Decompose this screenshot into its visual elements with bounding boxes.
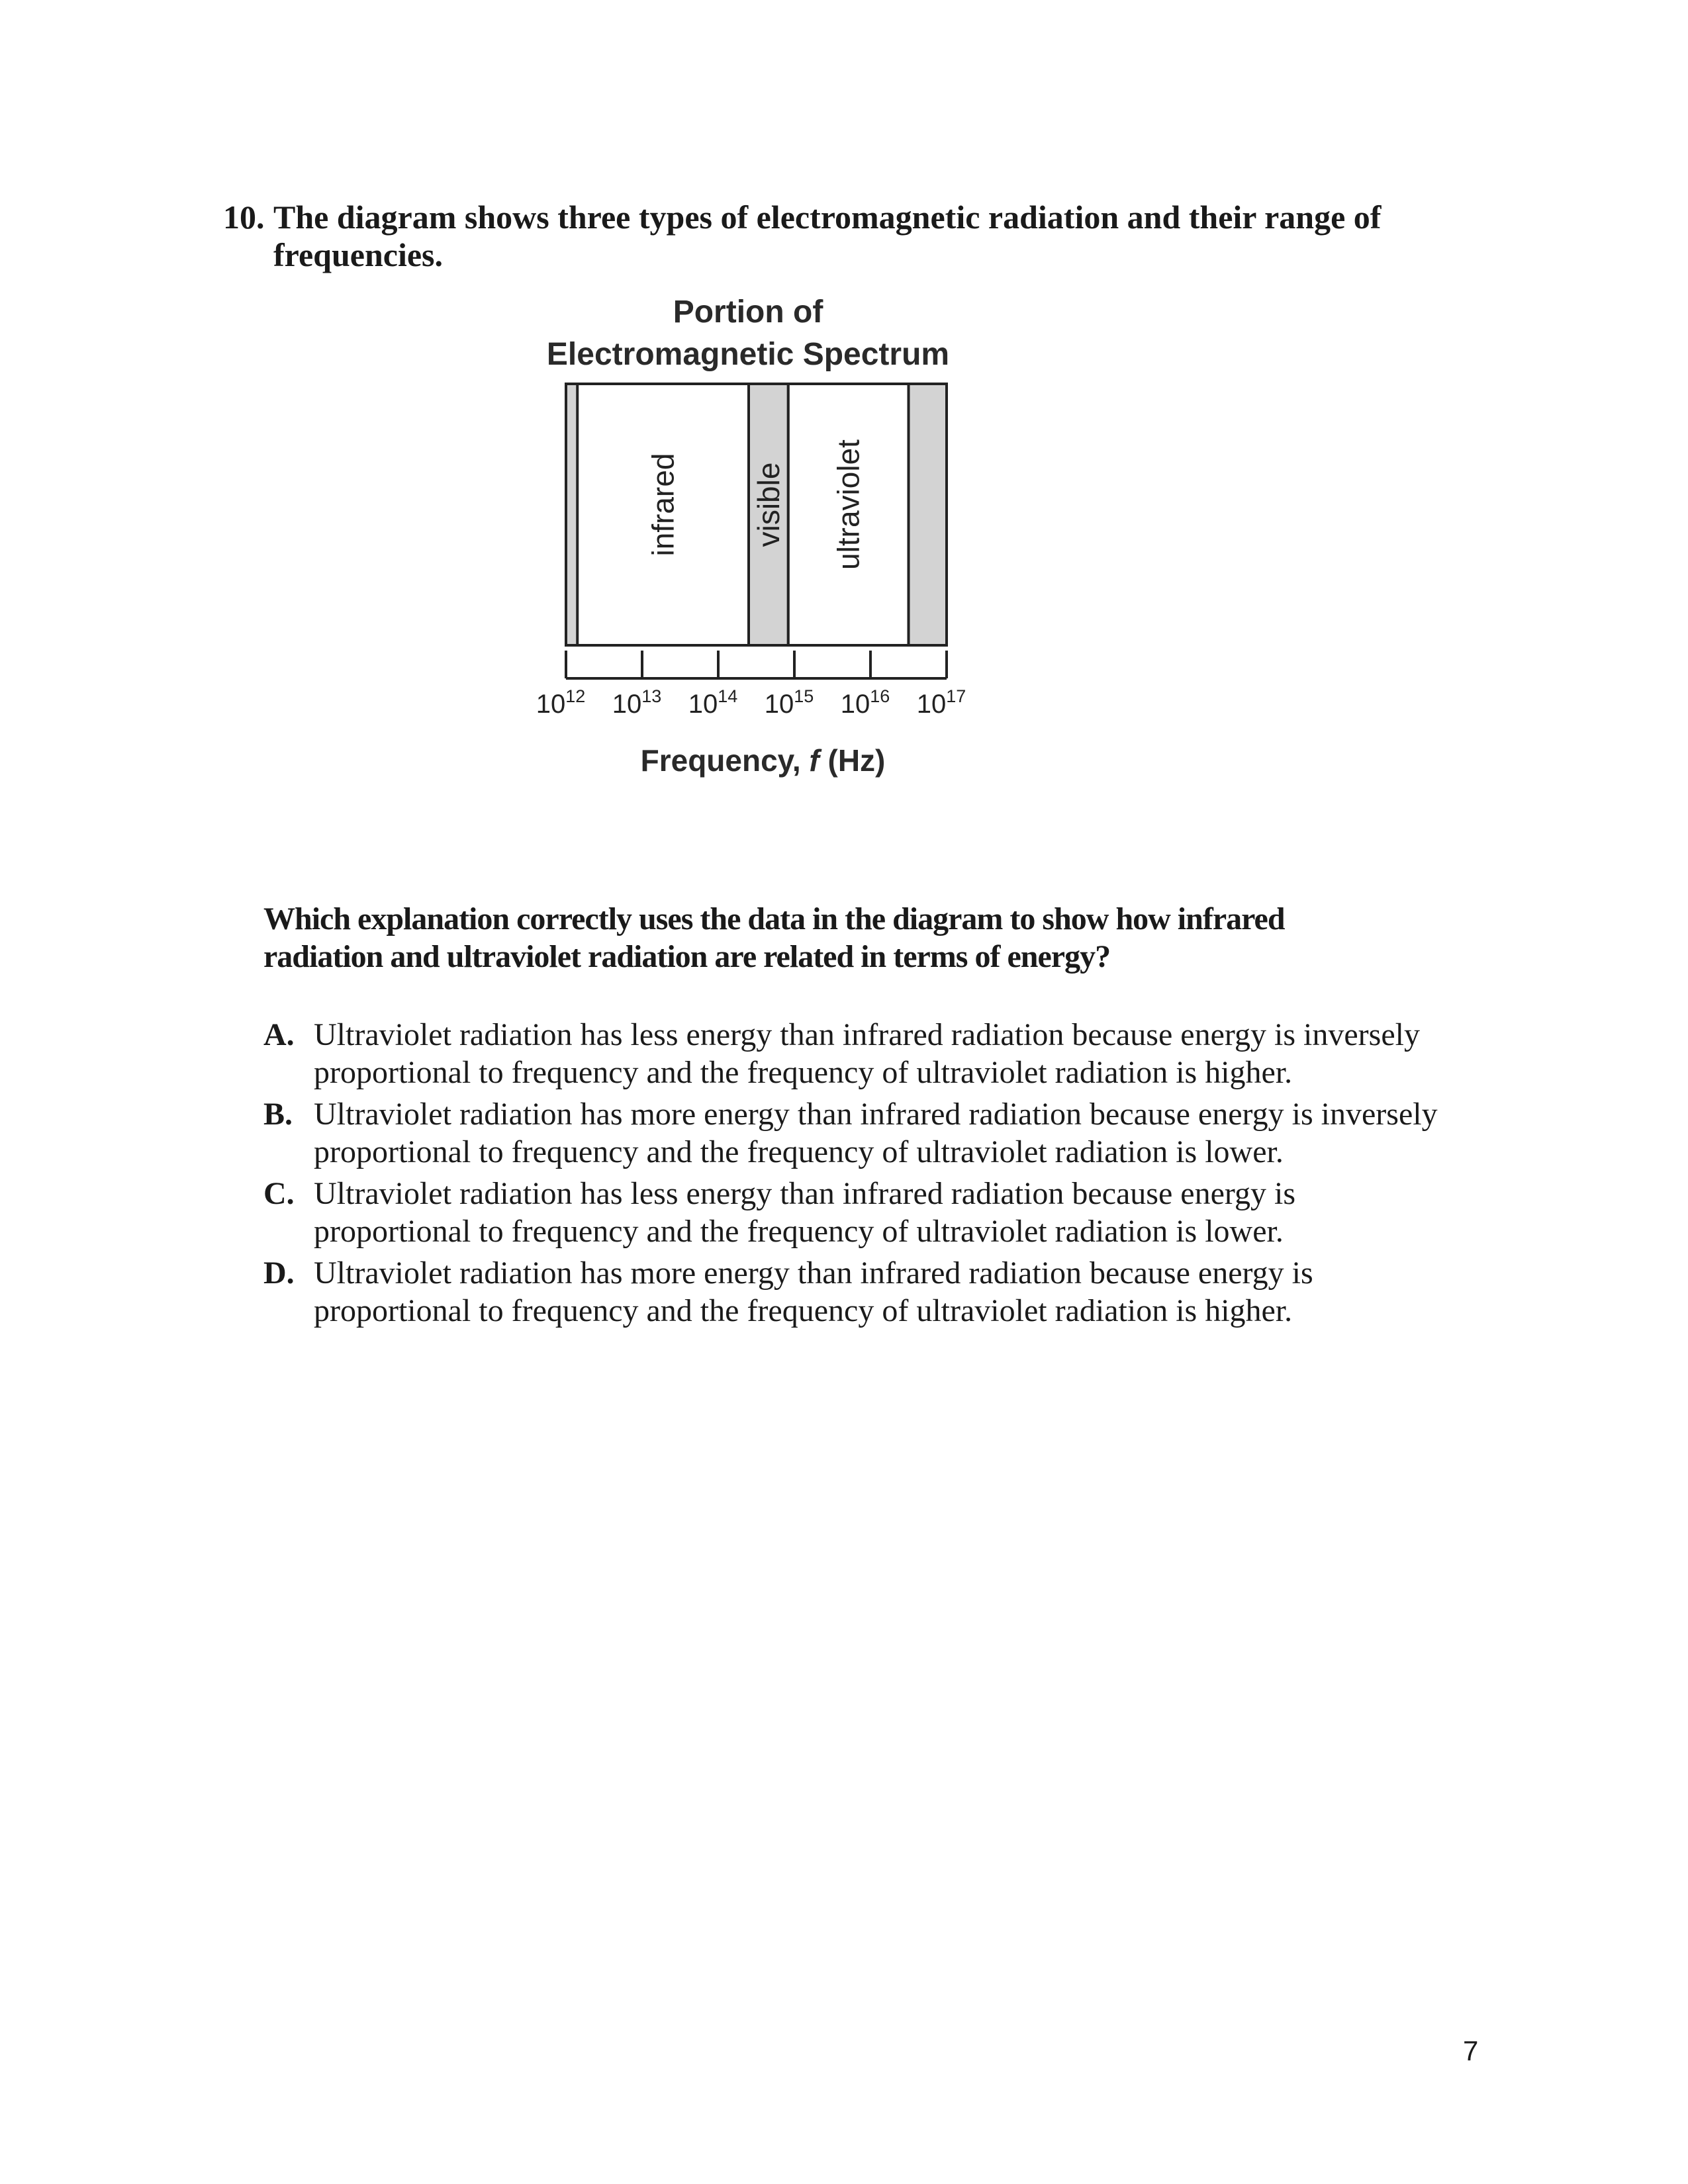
- axis-title-part: Frequency,: [640, 743, 810, 778]
- option-text-line-1: Ultraviolet radiation has more energy than infrared radiation because energy is inversely: [314, 1097, 1438, 1132]
- prompt-line-1: Which explanation correctly uses the data in the diagram to show how infrared: [263, 901, 1285, 936]
- tick-label-base: 10: [764, 690, 794, 719]
- option-letter: A.: [263, 1017, 295, 1052]
- axis-title-part: f: [809, 743, 820, 778]
- option-text-line-2: proportional to frequency and the frequency of ultraviolet radiation is lower.: [314, 1214, 1284, 1249]
- tick-label-14: [688, 686, 738, 719]
- question-stem-line-1: The diagram shows three types of electromagnetic radiation and their range of: [273, 199, 1382, 236]
- diagram-title-line-2: Electromagnetic Spectrum: [546, 337, 950, 372]
- axis-title: [641, 743, 886, 778]
- band-label-ultraviolet: ultraviolet: [831, 439, 866, 570]
- tick-label-13: [612, 686, 662, 719]
- tick-label-base: 10: [612, 690, 642, 719]
- question-prompt: [263, 900, 1455, 976]
- option-text-line-1: Ultraviolet radiation has less energy than infrared radiation because energy is inversely: [314, 1017, 1420, 1052]
- prompt-line-2: radiation and ultraviolet radiation are related in terms of energy?: [263, 939, 1111, 974]
- tick-label-exponent: 15: [794, 686, 814, 706]
- option-letter: B.: [263, 1097, 293, 1132]
- option-text-line-2: proportional to frequency and the frequency of ultraviolet radiation is higher.: [314, 1293, 1293, 1328]
- tick-label-15: [765, 686, 814, 719]
- option-text-line-1: Ultraviolet radiation has more energy than infrared radiation because energy is: [314, 1255, 1313, 1291]
- spectrum-chart: [530, 384, 1006, 807]
- option-text-line-2: proportional to frequency and the frequency of ultraviolet radiation is higher.: [314, 1055, 1293, 1090]
- tick-label-exponent: 16: [870, 686, 890, 706]
- option-b[interactable]: [263, 1095, 1495, 1171]
- tick-label-17: [917, 686, 966, 719]
- diagram-title: [530, 291, 966, 376]
- tick-label-12: [536, 686, 586, 719]
- tick-label-exponent: 12: [565, 686, 586, 706]
- tick-label-exponent: 14: [718, 686, 738, 706]
- option-letter: C.: [263, 1176, 295, 1211]
- option-c[interactable]: [263, 1175, 1495, 1250]
- band-label-infrared: infrared: [645, 453, 680, 557]
- tick-label-exponent: 13: [641, 686, 662, 706]
- tick-label-base: 10: [536, 690, 566, 719]
- diagram-title-line-1: Portion of: [673, 295, 823, 330]
- tick-label-exponent: 17: [946, 686, 966, 706]
- tick-label-base: 10: [916, 690, 947, 719]
- em-spectrum-diagram: [530, 291, 1006, 807]
- tick-label-16: [841, 686, 890, 719]
- option-letter: D.: [263, 1255, 295, 1291]
- axis-title-part: (Hz): [819, 743, 886, 778]
- tick-label-base: 10: [688, 690, 718, 719]
- option-text-line-1: Ultraviolet radiation has less energy than infrared radiation because energy is: [314, 1176, 1296, 1211]
- option-d[interactable]: [263, 1254, 1495, 1330]
- band-label-visible: visible: [751, 462, 786, 547]
- answer-options: [263, 1016, 1495, 1334]
- option-text-line-2: proportional to frequency and the frequency of ultraviolet radiation is lower.: [314, 1134, 1284, 1169]
- option-a[interactable]: [263, 1016, 1495, 1091]
- question-number: 10.: [223, 199, 265, 236]
- question-stem: [223, 199, 1481, 274]
- page-number: 7: [1463, 2035, 1479, 2066]
- tick-label-base: 10: [840, 690, 870, 719]
- question-stem-line-2: frequencies.: [273, 236, 443, 273]
